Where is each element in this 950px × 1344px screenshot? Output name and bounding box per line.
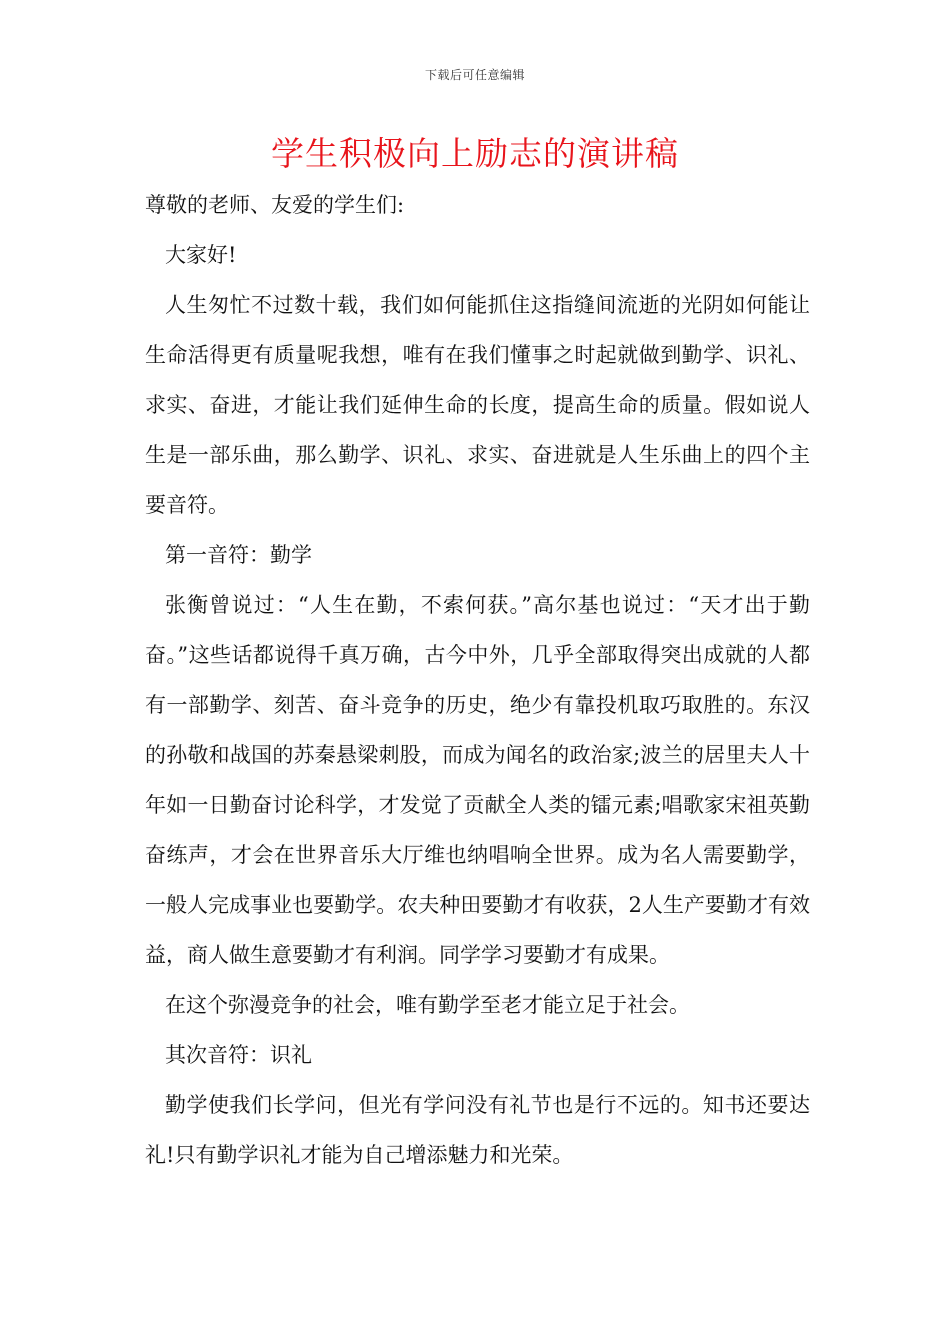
paragraph-greeting: 大家好!: [165, 243, 237, 267]
document-title: 学生积极向上励志的演讲稿: [271, 134, 679, 173]
section-heading-diligence: 第一音符：勤学: [165, 543, 312, 567]
paragraph-diligence: 张衡曾说过：“人生在勤，不索何获。”高尔基也说过：“天才出于勤奋。”这些话都说得千真万确，古今中外，几乎全部取得突出成就的人都有一部勤学、刻苦、奋斗竞争的历史，绝少有靠投机取巧取胜的。东汉的孙敬和战国的苏秦悬梁刺股，而成为闻名的政治家;波兰的居里夫人十年如一日勤奋讨论科学，才发觉了贡献全人类的镭元素;唱歌家宋祖英勤奋练声，才会在世界音乐大厅维也纳唱响全世界。成为名人需要勤学，一般人完成事业也要勤学。农夫种田要勤才有收获，2人生产要勤才有效益，商人做生意要勤才有利润。同学学习要勤才有成果。: [145, 593, 810, 967]
paragraph-competition: 在这个弥漫竞争的社会，唯有勤学至老才能立足于社会。: [165, 993, 690, 1017]
header-note: 下载后可任意编辑: [424, 68, 525, 82]
paragraph-etiquette: 勤学使我们长学问，但光有学问没有礼节也是行不远的。知书还要达礼!只有勤学识礼才能为自己增添魅力和光荣。: [145, 1093, 810, 1167]
section-heading-etiquette: 其次音符：识礼: [165, 1043, 312, 1067]
paragraph-intro: 人生匆忙不过数十载，我们如何能抓住这指缝间流逝的光阴如何能让生命活得更有质量呢我想，唯有在我们懂事之时起就做到勤学、识礼、求实、奋进，才能让我们延伸生命的长度，提高生命的质量。假如说人生是一部乐曲，那么勤学、识礼、求实、奋进就是人生乐曲上的四个主要音符。: [145, 293, 810, 517]
document-body: [145, 180, 810, 1180]
salutation: 尊敬的老师、友爱的学生们:: [145, 193, 405, 217]
